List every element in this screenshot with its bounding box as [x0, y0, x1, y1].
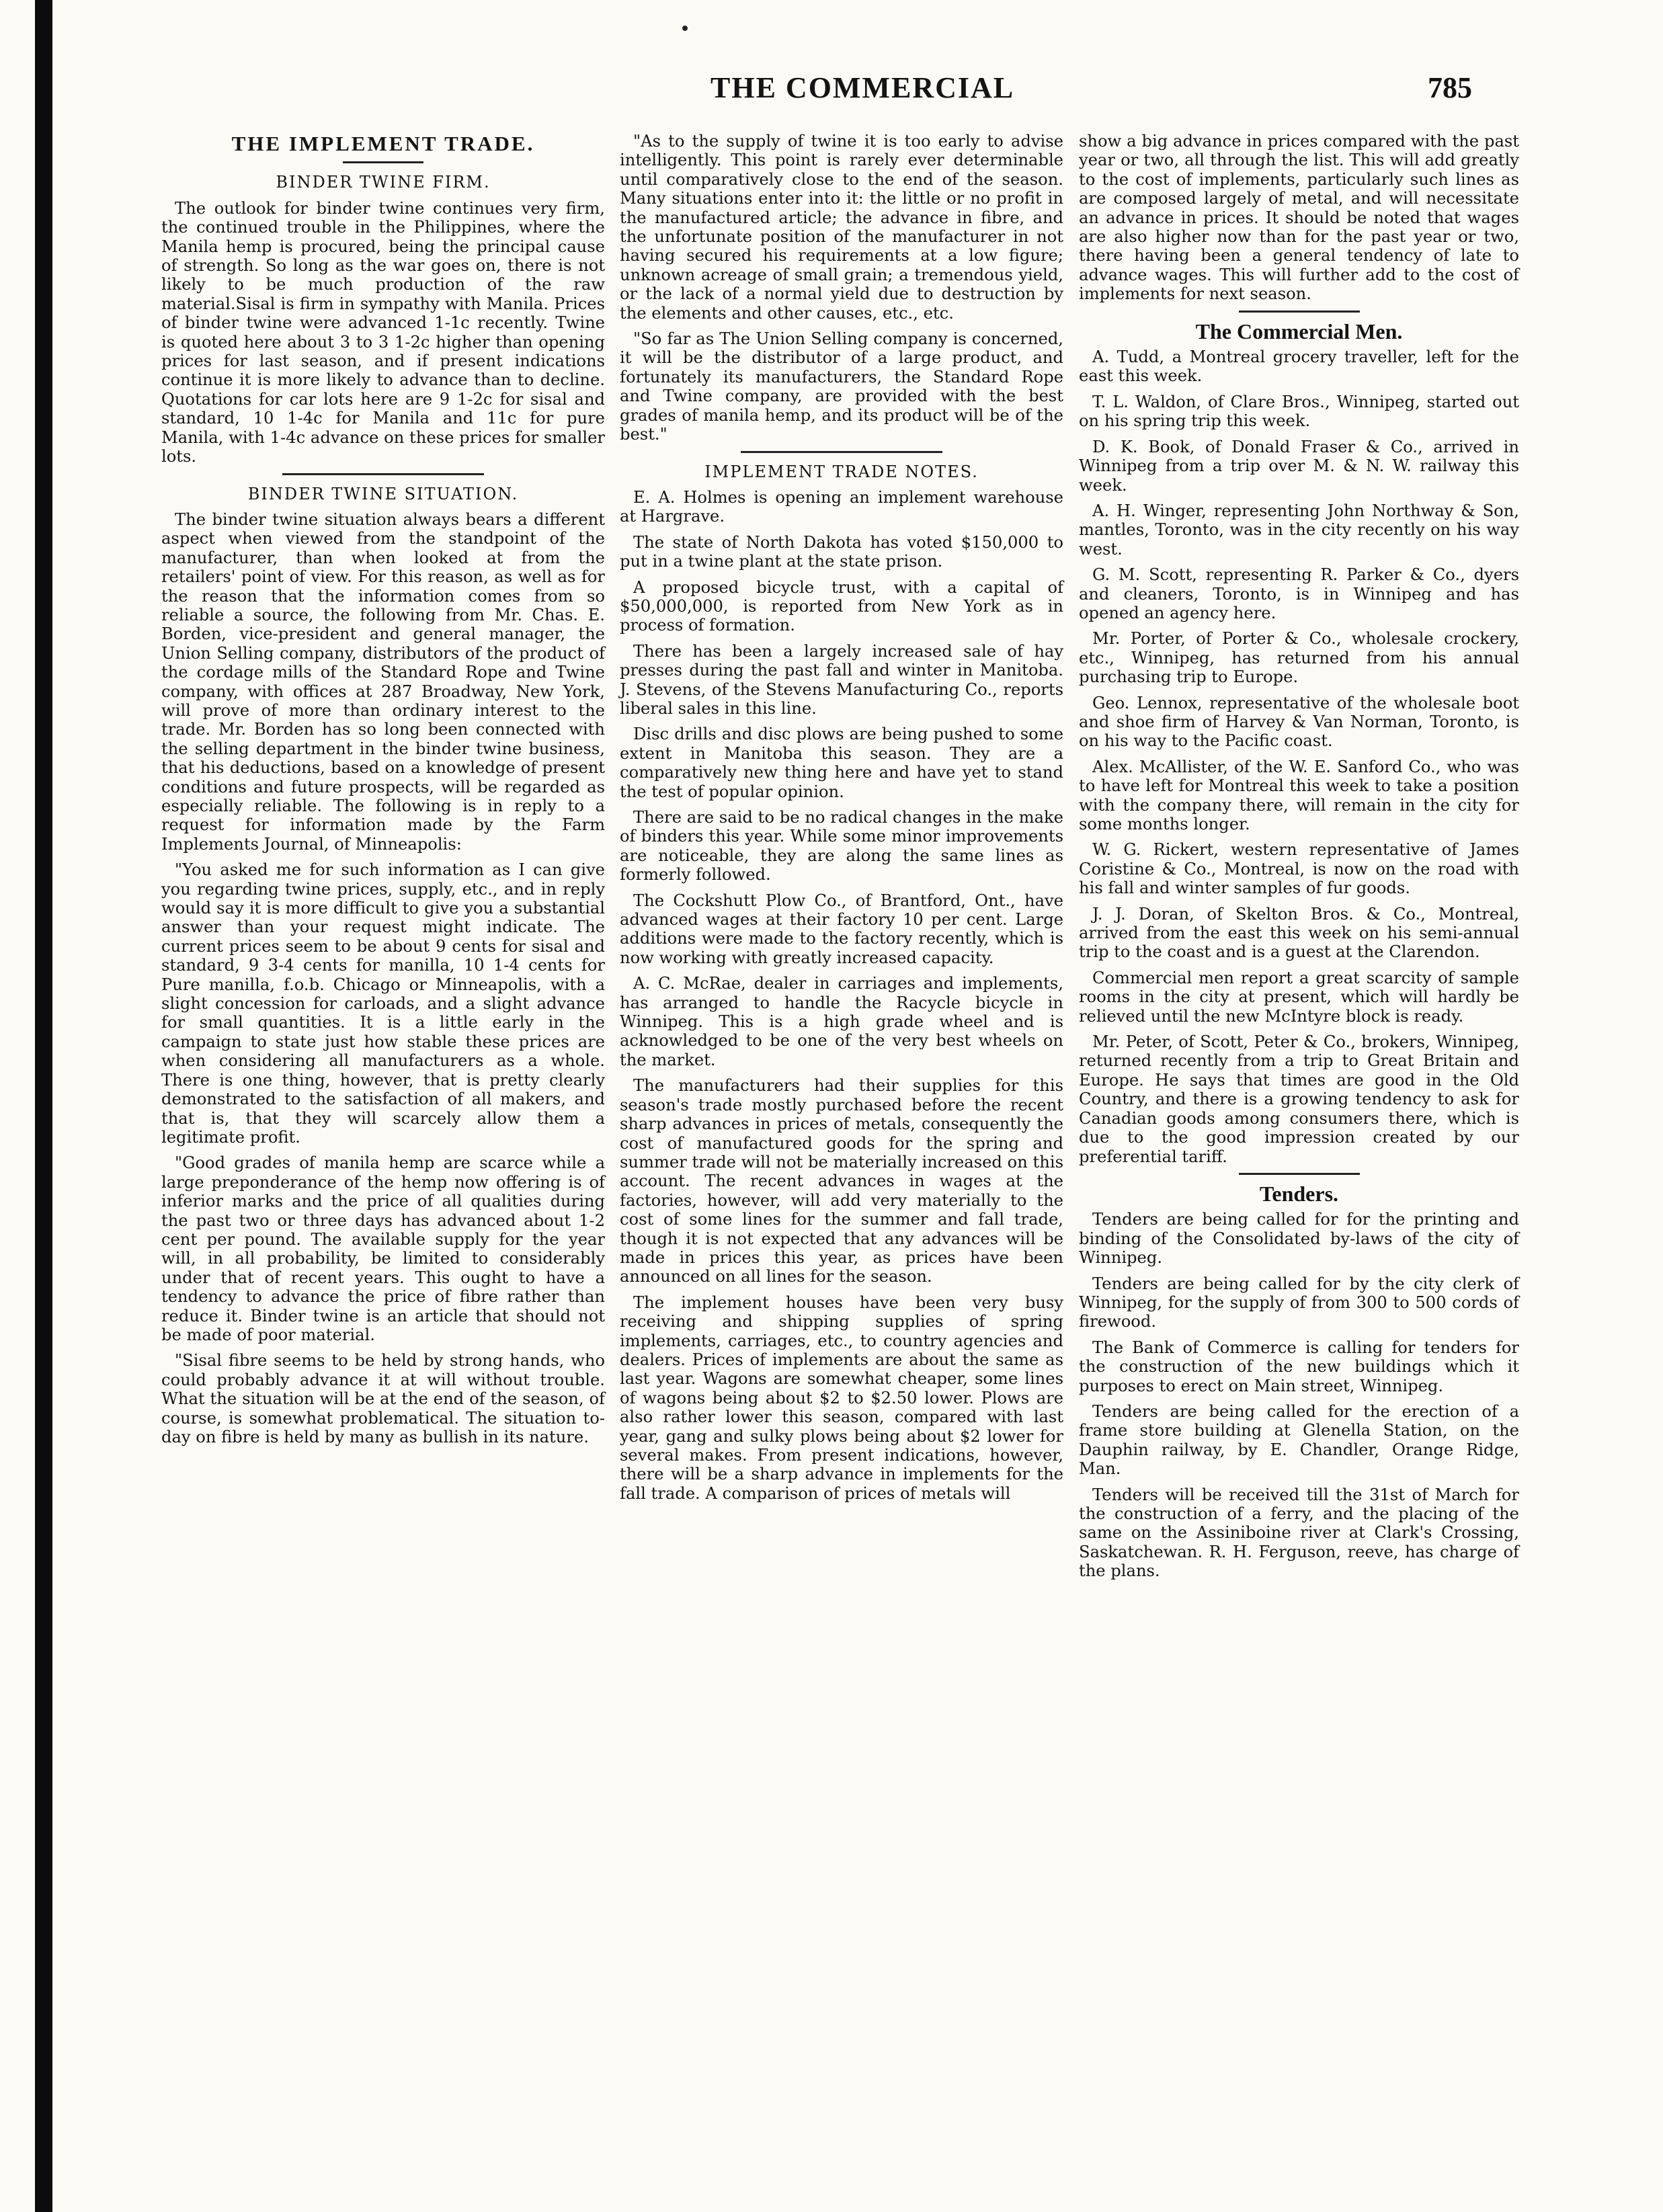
column-1: [161, 132, 605, 1453]
divider: [282, 473, 484, 475]
news-item: The implement houses have been very busy receiving and shipping supplies of spring implements, carriages, etc., to country agencies and dealers. Prices of implements are about the same as last year. Wagons are somewhat cheaper, some lines of wagons being about $2 to $2.50 lower. Plows are also rather lower this season, compared with last year, gang and sulky plows being about $2 lower for several makes. From present indications, however, there will be a sharp advance in implements for the fall trade. A comparison of prices of metals will: [620, 1293, 1063, 1503]
news-item: The Cockshutt Plow Co., of Brantford, Ont., have advanced wages at their factory 10 per cent. Large additions were made to the factory recently, which is now working with greatly increased capacity.: [620, 891, 1063, 967]
ink-speck: [682, 26, 688, 31]
news-item: A. Tudd, a Montreal grocery traveller, left for the east this week.: [1079, 347, 1519, 386]
divider: [343, 161, 423, 163]
news-item: Mr. Porter, of Porter & Co., wholesale crockery, etc., Winnipeg, has returned from his annual purchasing trip to Europe.: [1079, 629, 1519, 687]
paragraph: "So far as The Union Selling company is concerned, it will be the distributor of a large product, and fortunately its manufacturers, the Standard Rope and Twine company, are provided with the best grades of manila hemp, and its product will be of the best.": [620, 329, 1063, 444]
news-item: Commercial men report a great scarcity of sample rooms in the city at present, which will hardly be relieved until the new McIntyre block is ready.: [1079, 968, 1519, 1026]
paragraph: "Good grades of manila hemp are scarce while a large preponderance of the hemp now offering is of inferior marks and the price of all qualities during the past two or three days has advanced about 1-2 cent per pound. The available supply for the year will, in all probability, be limited to considerably under that of recent years. This ought to have a tendency to advance the price of fibre rather than reduce it. Binder twine is an article that should not be made of poor material.: [161, 1153, 605, 1344]
news-item: The manufacturers had their supplies for this season's trade mostly purchased before the recent sharp advances in prices of metals, consequently the cost of manufactured goods for the spring and summer trade will not be materially increased on this account. The recent advances in wages at the factories, however, will add very materially to the cost of some lines for the summer and fall trade, though it is not expected that any advances will be made in prices this year, as prices have been announced on all lines for the season.: [620, 1076, 1063, 1286]
paragraph: "As to the supply of twine it is too early to advise intelligently. This point is rarely ever determinable until comparatively close to the end of the season. Many situations enter into it: the little or no profit in the manufactured article; the advance in fibre, and the unfortunate position of the manufacturer in not having secured his requirements at a low figure; unknown acreage of small grain; a tremendous yield, or the lack of a normal yield due to destruction by the elements and other causes, etc., etc.: [620, 132, 1063, 323]
paragraph: The outlook for binder twine continues very firm, the continued trouble in the Philippines, where the Manila hemp is procured, being the principal cause of strength. So long as the war goes on, there is not likely to be much production of the raw material.Sisal is firm in sympathy with Manila. Prices of binder twine were advanced 1-1c recently. Twine is quoted here about 3 to 3 1-2c higher than opening prices for last season, and if present indications continue it is more likely to advance than to decline. Quotations for car lots here are 9 1-2c for sisal and standard, 10 1-4c for Manila and 11c for pure Manila, with 1-4c advance on these prices for smaller lots.: [161, 198, 605, 466]
news-item: A proposed bicycle trust, with a capital of $50,000,000, is reported from New York as in process of formation.: [620, 577, 1063, 635]
subheading-binder-twine-situation: BINDER TWINE SITUATION.: [247, 484, 519, 503]
section-heading-commercial-men: The Commercial Men.: [1195, 319, 1403, 343]
paragraph: The binder twine situation always bears a different aspect when viewed from the standpoint of the manufacturer, than when looked at from the retailers' point of view. For this reason, as well as for the reason that the information comes from so reliable a source, the following from Mr. Chas. E. Borden, vice-president and general manager, the Union Selling company, distributors of the product of the cordage mills of the Standard Rope and Twine company, with offices at 287 Broadway, New York, will prove of more than ordinary interest to the trade. Mr. Borden has so long been connected with the selling department in the binder twine business, that his deductions, based on a knowledge of present conditions and future prospects, will be regarded as especially reliable. The following is in reply to a request for information made by the Farm Implements Journal, of Minneapolis:: [161, 509, 605, 854]
news-item: G. M. Scott, representing R. Parker & Co., dyers and cleaners, Toronto, is in Winnipeg and has opened an agency here.: [1079, 565, 1519, 622]
news-item: Tenders are being called for for the printing and binding of the Consolidated by-laws of the city of Winnipeg.: [1079, 1210, 1519, 1268]
divider: [741, 451, 942, 453]
divider: [1239, 1173, 1360, 1175]
news-item: Alex. McAllister, of the W. E. Sanford Co., who was to have left for Montreal this week to take a position with the company there, will remain in the city for some months longer.: [1079, 757, 1519, 833]
news-item: There are said to be no radical changes in the make of binders this year. While some minor improvements are noticeable, they are along the same lines as formerly followed.: [620, 808, 1063, 885]
subheading-binder-twine-firm: BINDER TWINE FIRM.: [276, 173, 491, 192]
paragraph: "Sisal fibre seems to be held by strong hands, who could probably advance it at will without trouble. What the situation will be at the end of the season, of course, is somewhat problematical. The situation to-day on fibre is held by many as bullish in its nature.: [161, 1351, 605, 1446]
news-item: The Bank of Commerce is calling for tenders for the construction of the new buildings which it purposes to erect on Main street, Winnipeg.: [1079, 1338, 1519, 1395]
subheading-implement-trade-notes: IMPLEMENT TRADE NOTES.: [704, 462, 979, 481]
section-heading-tenders: Tenders.: [1259, 1181, 1339, 1206]
news-item: E. A. Holmes is opening an implement warehouse at Hargrave.: [620, 487, 1063, 526]
divider: [1239, 311, 1360, 313]
news-item: J. J. Doran, of Skelton Bros. & Co., Montreal, arrived from the east this week on his semi-annual trip to the coast and is a guest at the Clarendon.: [1079, 904, 1519, 962]
news-item: W. G. Rickert, western representative of James Coristine & Co., Montreal, is now on the road with his fall and winter samples of fur goods.: [1079, 840, 1519, 898]
masthead: THE COMMERCIAL: [711, 71, 1015, 104]
binding-edge: [35, 0, 52, 2212]
news-item: Mr. Peter, of Scott, Peter & Co., brokers, Winnipeg, returned recently from a trip to Great Britain and Europe. He says that times are good in the Old Country, and there is a growing tendency to ask for Canadian goods among consumers there, which is due to the good impression created by our preferential tariff.: [1079, 1032, 1519, 1166]
column-3: [1079, 132, 1519, 1588]
news-item: Tenders are being called for the erection of a frame store building at Glenella Station, on the Dauphin railway, by E. Chandler, Orange Ridge, Man.: [1079, 1401, 1519, 1479]
section-heading-implement-trade: THE IMPLEMENT TRADE.: [231, 132, 535, 155]
paragraph: show a big advance in prices compared with the past year or two, all through the list. This will add greatly to the cost of implements, particularly such lines as are composed largely of metal, and will necessitate an advance in prices. It should be noted that wages are also higher now than for the past year or two, there having been a general tendency of late to advance wages. This will further add to the cost of implements for next season.: [1079, 132, 1519, 304]
column-2: [620, 132, 1063, 1510]
news-item: There has been a largely increased sale of hay presses during the past fall and winter in Manitoba. J. Stevens, of the Stevens Manufacturing Co., reports liberal sales in this line.: [620, 641, 1063, 718]
news-item: Geo. Lennox, representative of the wholesale boot and shoe firm of Harvey & Van Norman, Toronto, is on his way to the Pacific coast.: [1079, 693, 1519, 751]
news-item: A. H. Winger, representing John Northway & Son, mantles, Toronto, was in the city recently on his way west.: [1079, 501, 1519, 559]
paragraph: "You asked me for such information as I can give you regarding twine prices, supply, etc., and in reply would say it is more difficult to give you a substantial answer than your request might indicate. The current prices seem to be about 9 cents for sisal and standard, 9 3-4 cents for manilla, 10 1-4 cents for Pure manilla, f.o.b. Chicago or Minneapolis, with a slight concession for carloads, and a slight advance for small quantities. It is a little early in the campaign to state just how stable these prices are when considering all manufacturers as a whole. There is one thing, however, that is pretty clearly demonstrated to the satisfaction of all makers, and that is, that they will scarcely allow them a legitimate profit.: [161, 860, 605, 1147]
page-header: [0, 71, 1663, 111]
news-item: D. K. Book, of Donald Fraser & Co., arrived in Winnipeg from a trip over M. & N. W. railway this week.: [1079, 437, 1519, 495]
page-number: 785: [1428, 71, 1472, 104]
news-item: The state of North Dakota has voted $150,000 to put in a twine plant at the state prison.: [620, 532, 1063, 571]
news-item: A. C. McRae, dealer in carriages and implements, has arranged to handle the Racycle bicycle in Winnipeg. This is a high grade wheel and is acknowledged to be one of the very best wheels on the market.: [620, 974, 1063, 1069]
news-item: T. L. Waldon, of Clare Bros., Winnipeg, started out on his spring trip this week.: [1079, 392, 1519, 431]
news-item: Disc drills and disc plows are being pushed to some extent in Manitoba this season. They are a comparatively new thing here and have yet to stand the test of popular opinion.: [620, 725, 1063, 801]
news-item: Tenders are being called for by the city clerk of Winnipeg, for the supply of from 300 to 500 cords of firewood.: [1079, 1274, 1519, 1332]
news-item: Tenders will be received till the 31st of March for the construction of a ferry, and the placing of the same on the Assiniboine river at Clark's Crossing, Saskatchewan. R. H. Ferguson, reeve, has charge of the plans.: [1079, 1485, 1519, 1581]
